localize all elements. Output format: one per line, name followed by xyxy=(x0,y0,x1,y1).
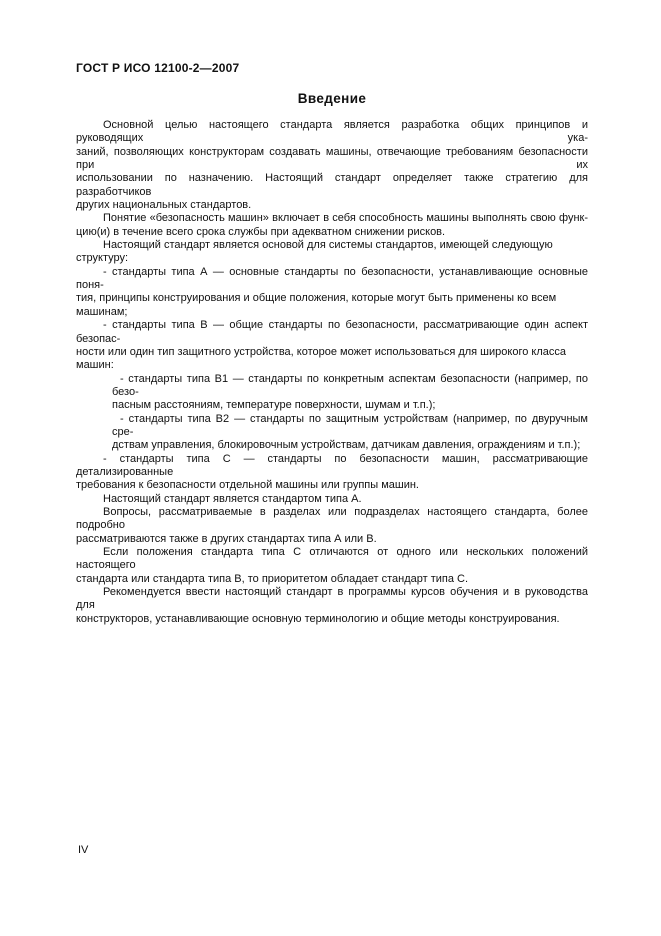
page-number: IV xyxy=(78,844,89,856)
text-line: - стандарты типа В1 — стандарты по конкретным аспектам безопасности (например, по безо- xyxy=(112,372,588,398)
text-line: Если положения стандарта типа С отличаются от одного или нескольких положений настоящего xyxy=(76,546,588,572)
text-line: Настоящий стандарт является основой для системы стандартов, имеющей следующую структуру: xyxy=(76,239,553,265)
text-line: конструкторов, устанавливающие основную терминологию и общие методы конструирования. xyxy=(76,612,560,625)
document-body xyxy=(76,119,588,626)
text-line: рассматриваются также в других стандартах типа А или В. xyxy=(76,532,377,545)
paragraph xyxy=(76,453,588,493)
text-line: ности или один тип защитного устройства, которое может использоваться для широкого класса машин: xyxy=(76,345,566,372)
paragraph xyxy=(76,212,588,239)
text-line: Основной целью настоящего стандарта является разработка общих принципов и руководящих ука- xyxy=(76,119,588,145)
paragraph xyxy=(76,266,588,319)
paragraph xyxy=(76,506,588,546)
text-line: использовании по назначению. Настоящий стандарт определяет также стратегию для разработчиков xyxy=(76,172,588,198)
paragraph xyxy=(76,546,588,586)
paragraph xyxy=(76,239,588,266)
text-line: требования к безопасности отдельной машины или группы машин. xyxy=(76,479,419,492)
text-line: Настоящий стандарт является стандартом типа А. xyxy=(103,492,362,505)
paragraph xyxy=(112,413,588,453)
text-line: - стандарты типа А — основные стандарты по безопасности, устанавливающие основные поня- xyxy=(76,265,588,292)
text-line: стандарта или стандарта типа В, то приоритетом обладает стандарт типа С. xyxy=(76,572,469,585)
paragraph xyxy=(76,319,588,372)
text-line: Вопросы, рассматриваемые в разделах или подразделах настоящего стандарта, более подробно xyxy=(76,505,588,532)
paragraph xyxy=(76,586,588,626)
paragraph xyxy=(76,119,588,212)
text-line: других национальных стандартов. xyxy=(76,199,252,212)
section-title: Введение xyxy=(297,91,367,106)
text-line: Рекомендуется ввести настоящий стандарт в программы курсов обучения и в руководства для xyxy=(76,586,588,612)
text-line: заний, позволяющих конструкторам создавать машины, отвечающие требованиям безопасности при их xyxy=(76,145,588,172)
text-line: дствам управления, блокировочным устройствам, датчикам давления, ограждениям и т.п.); xyxy=(112,439,581,452)
text-line: тия, принципы конструирования и общие положения, которые могут быть применены ко всем машинам; xyxy=(76,292,557,318)
text-line: Понятие «безопасность машин» включает в себя способность машины выполнять свою функ- xyxy=(103,212,588,225)
text-line: - стандарты типа В — общие стандарты по безопасности, рассматривающие один аспект безопас- xyxy=(76,319,588,345)
text-line: пасным расстояниям, температуре поверхности, шумам и т.п.); xyxy=(112,399,436,412)
text-line: цию(и) в течение всего срока службы при адекватном снижении рисков. xyxy=(76,225,446,238)
document-header: ГОСТ Р ИСО 12100-2—2007 xyxy=(76,61,240,75)
text-line: - стандарты типа С — стандарты по безопасности машин, рассматривающие детализированные xyxy=(76,452,588,478)
text-line: - стандарты типа В2 — стандарты по защитным устройствам (например, по двуручным сре- xyxy=(112,412,588,438)
paragraph xyxy=(76,493,588,506)
paragraph xyxy=(112,373,588,413)
